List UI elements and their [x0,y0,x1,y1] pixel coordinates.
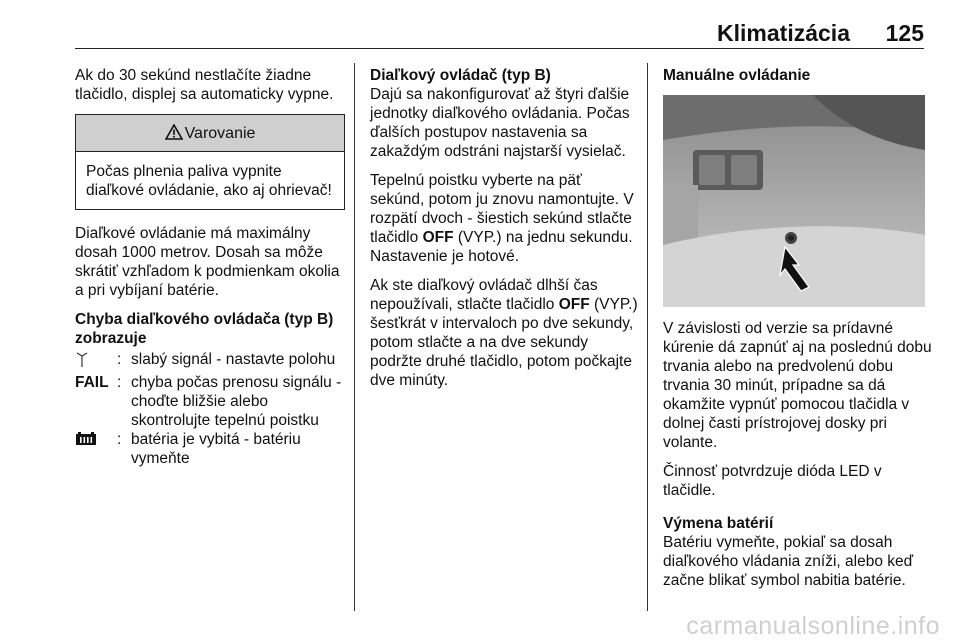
error-item-signal: : slabý signál - nastavte polohu [75,350,345,373]
warning-header [76,115,344,152]
remote-p3: Ak ste diaľkový ovládač dlhší čas nepoužívali, stlačte tlačidlo OFF (VYP.) šesťkrát v intervaloch po dve sekundy, potom stlačte a na dve sekundy podržte druhé tlačidlo, potom počkajte dve minúty. [370,277,638,389]
page-header-title: Klimatizácia [717,20,850,46]
antenna-icon [75,352,89,368]
warning-title: Varovanie [184,125,256,142]
column-1 [75,66,345,468]
dashboard-button-photo [663,95,925,307]
watermark: carmanualsonline.info [686,612,940,640]
remote-heading: Diaľkový ovládač (typ B) [370,67,551,84]
header-rule [75,48,924,49]
remote-p2: Tepelnú poistku vyberte na päť sekúnd, potom ju znovu namontujte. V rozpätí dvoch - šiestich sekúnd stlačte tlačidlo OFF (VYP.) na jednu sekundu. Nastavenie je hotové. [370,172,634,265]
range-text: Diaľkové ovládanie má maximálny dosah 1000 metrov. Dosah sa môže skrátiť vzhľadom k podmienkam okolia a pri vybíjaní batérie. [75,225,340,299]
warning-box [75,114,345,210]
error-item-fail: FAIL : chyba počas prenosu signálu - choďte bližšie alebo skontrolujte tepelnú poistku [75,373,345,430]
remote-p1: Dajú sa nakonfigurovať až štyri ďalšie jednotky diaľkového ovládania. Počas ďalších postupov nastavenia sa zakaždým odstráni najstarší vysielač. [370,86,630,160]
column-divider-1 [354,63,355,611]
warning-triangle-icon [165,124,183,140]
error-desc-fail: chyba počas prenosu signálu - choďte bližšie alebo skontrolujte tepelnú poistku [131,374,342,429]
error-item-battery: : batéria je vybitá - batériu vymeňte [75,430,345,468]
off-key-label-2: OFF [558,296,590,313]
battery-text: Batériu vymeňte, pokiaľ sa dosah diaľkového vládania zníži, alebo keď začne blikať symbol nabitia batérie. [663,534,914,589]
manual-p2: Činnosť potvrdzuje dióda LED v tlačidle. [663,463,882,499]
manual-heading: Manuálne ovládanie [663,67,811,84]
battery-heading: Výmena batérií [663,515,774,532]
column-3 [663,66,933,600]
error-term-fail: FAIL [75,374,109,391]
page-number: 125 [885,20,924,46]
error-desc-signal: slabý signál - nastavte polohu [131,351,336,368]
intro-text: Ak do 30 sekúnd nestlačíte žiadne tlačidlo, displej sa automaticky vypne. [75,67,334,103]
warning-body: Počas plnenia paliva vypnite diaľkové ovládanie, ako aj ohrievač! [86,163,332,199]
battery-icon [75,432,97,446]
off-key-label: OFF [422,229,454,246]
errors-heading: Chyba diaľkového ovládača (typ B) zobrazuje [75,311,334,347]
error-desc-battery: batéria je vybitá - batériu vymeňte [131,431,301,467]
manual-p1: V závislosti od verzie sa prídavné kúrenie dá zapnúť aj na poslednú dobu trvania alebo na predvolenú dobu trvania 30 minút, prípadne sa dá okamžite vypnúť pomocou tlačidla v dolnej časti prístrojovej dosky pri volante. [663,320,932,451]
column-divider-2 [647,63,648,611]
column-2 [370,66,640,400]
